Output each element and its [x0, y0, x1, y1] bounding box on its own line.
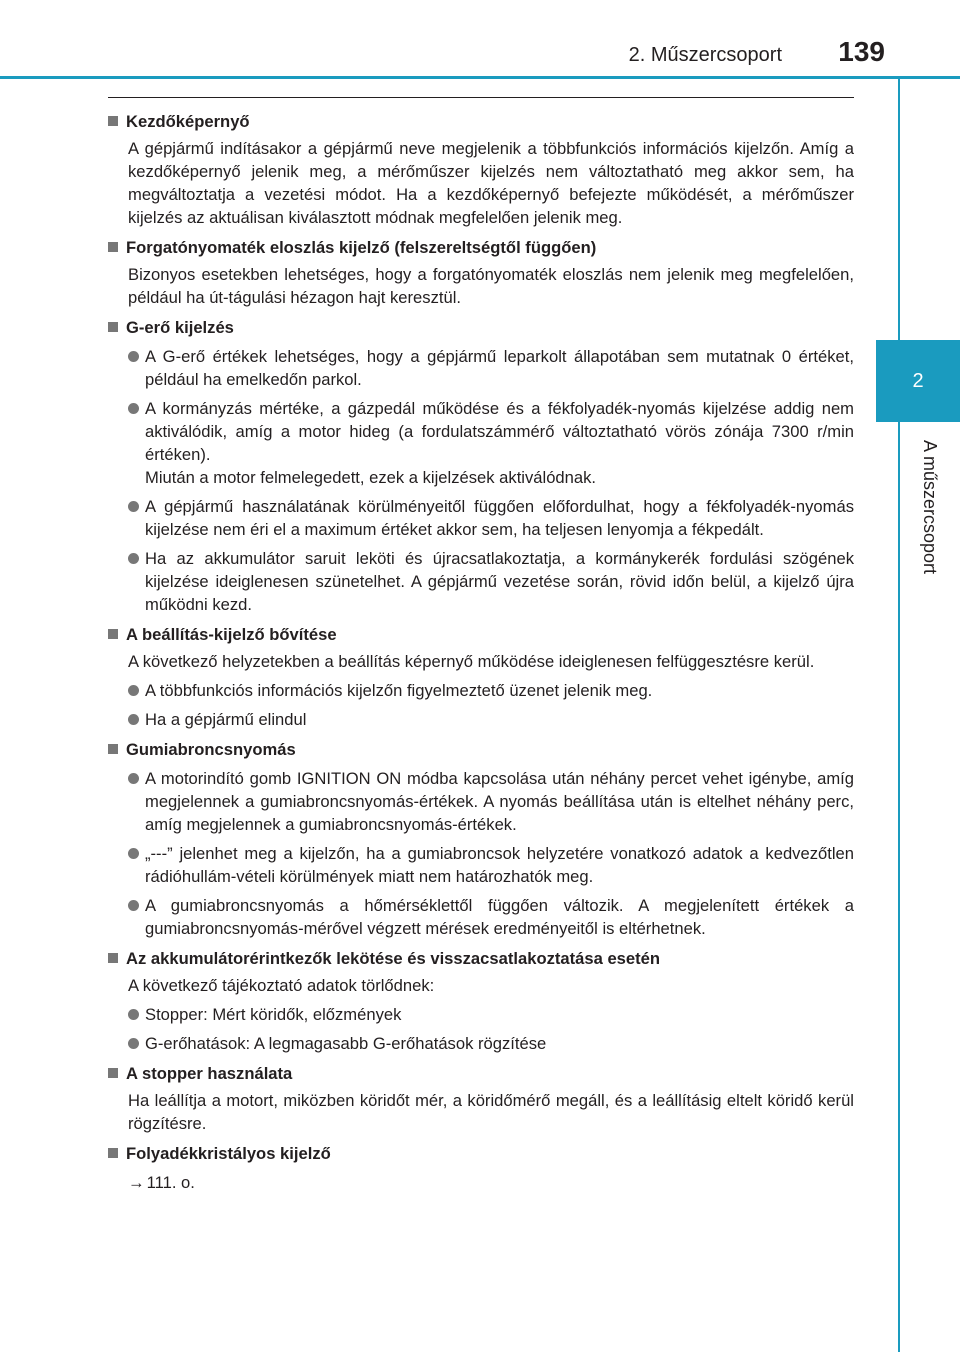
round-bullet-icon	[128, 848, 139, 859]
list-item: A motorindító gomb IGNITION ON módba kapcsolása után néhány percet vehet igénybe, amíg megjelennek a gumiabroncsnyomás-értékek. A nyomás beállítása után is eltelhet néhány perc, amíg megjelennek a gumiabroncsnyomás-értékek.	[128, 767, 854, 836]
section-title: Kezdőképernyő	[126, 112, 250, 131]
list-item: Ha az akkumulátor saruit leköti és újracsatlakoztatja, a kormánykerék fordulási szögének kijelzése ideiglenesen szünetelhet. A gépjármű vezetése során, rövid időn belül, a kijelző újra működni kezd.	[128, 547, 854, 616]
round-bullet-icon	[128, 1038, 139, 1049]
round-bullet-icon	[128, 553, 139, 564]
section-title: G-erő kijelzés	[126, 318, 234, 337]
header-rule	[0, 76, 960, 79]
list-item: Stopper: Mért köridők, előzmények	[128, 1003, 854, 1026]
section-akkumulator	[108, 947, 854, 1055]
section-title: Forgatónyomaték eloszlás kijelző (felszereltségtől függően)	[126, 238, 597, 257]
square-bullet-icon	[108, 744, 118, 754]
round-bullet-icon	[128, 351, 139, 362]
running-header-title: 2. Műszercsoport	[628, 44, 782, 66]
content-top-rule	[108, 97, 854, 98]
round-bullet-icon	[128, 900, 139, 911]
round-bullet-icon	[128, 403, 139, 414]
list-item: „---” jelenhet meg a kijelzőn, ha a gumiabroncsok helyzetére vonatkozó adatok a kedvezőtlen rádióhullám-vételi körülmények miatt nem határozhatók meg.	[128, 842, 854, 888]
round-bullet-icon	[128, 501, 139, 512]
chapter-tab[interactable]: 2	[876, 340, 960, 422]
bullet-note: Miután a motor felmelegedett, ezek a kijelzések aktiválódnak.	[145, 468, 597, 487]
list-item: A gumiabroncsnyomás a hőmérséklettől függően változik. A megjelenített értékek a gumiabroncsnyomás-mérővel végzett mérések eredményeitől is eltérhetnek.	[128, 894, 854, 940]
square-bullet-icon	[108, 116, 118, 126]
page-reference-link[interactable]	[128, 1171, 854, 1194]
round-bullet-icon	[128, 685, 139, 696]
paragraph: Bizonyos esetekben lehetséges, hogy a forgatónyomaték eloszlás nem jelenik meg megfelelően, például ha út-tágulási hézagon hajt keresztül.	[128, 265, 854, 307]
square-bullet-icon	[108, 322, 118, 332]
list-item: A G-erő értékek lehetséges, hogy a gépjármű leparkolt állapotában sem mutatnak 0 értéket, például ha emelkedőn parkol.	[128, 345, 854, 391]
section-stopper	[108, 1062, 854, 1135]
section-title: Folyadékkristályos kijelző	[126, 1144, 331, 1163]
arrow-right-icon: →	[128, 1173, 145, 1192]
square-bullet-icon	[108, 1068, 118, 1078]
section-beallitas-kijelzo	[108, 623, 854, 731]
list-item: G-erőhatások: A legmagasabb G-erőhatások rögzítése	[128, 1032, 854, 1055]
list-item: A többfunkciós információs kijelzőn figyelmeztető üzenet jelenik meg.	[128, 679, 854, 702]
list-item: A gépjármű használatának körülményeitől függően előfordulhat, hogy a fékfolyadék-nyomás kijelzése nem éri el a maximum értéket akkor sem, ha teljesen lenyomja a fékpedált.	[128, 495, 854, 541]
section-g-ero	[108, 316, 854, 616]
section-gumiabroncsnyomas	[108, 738, 854, 940]
paragraph: Ha leállítja a motort, miközben köridőt mér, a köridőmérő megáll, és a leállításig eltelt köridő kerül rögzítésre.	[128, 1091, 854, 1133]
side-rule	[898, 78, 900, 1352]
square-bullet-icon	[108, 1148, 118, 1158]
paragraph: A következő tájékoztató adatok törlődnek:	[128, 976, 435, 995]
paragraph: A következő helyzetekben a beállítás képernyő működése ideiglenesen felfüggesztésre kerül.	[128, 652, 815, 671]
section-title: Az akkumulátorérintkezők lekötése és visszacsatlakoztatása esetén	[126, 949, 661, 968]
section-forgatonyomatek	[108, 236, 854, 309]
square-bullet-icon	[108, 953, 118, 963]
page-content	[108, 110, 854, 1201]
round-bullet-icon	[128, 714, 139, 725]
paragraph: A gépjármű indításakor a gépjármű neve megjelenik a többfunkciós információs kijelzőn. Amíg a kezdőképernyő jelenik meg, a mérőműszer kijelzés nem változtatható meg akkor sem, ha megváltoztatja a vezetési módot. Ha a kezdőképernyő befejezte működését, a mérőműszer kijelzés az aktuálisan kiválasztott módnak megfelelően jelenik meg.	[128, 139, 854, 227]
chapter-side-label: A műszercsoport	[920, 440, 940, 575]
page-reference-text: 111. o.	[146, 1173, 195, 1192]
square-bullet-icon	[108, 242, 118, 252]
section-title: A beállítás-kijelző bővítése	[126, 625, 337, 644]
round-bullet-icon	[128, 773, 139, 784]
section-kezdokepernyo	[108, 110, 854, 229]
round-bullet-icon	[128, 1009, 139, 1020]
list-item: Ha a gépjármű elindul	[128, 708, 854, 731]
square-bullet-icon	[108, 629, 118, 639]
section-title: Gumiabroncsnyomás	[126, 740, 296, 759]
section-folyadekkristalyos	[108, 1142, 854, 1194]
section-title: A stopper használata	[126, 1064, 293, 1083]
page-number: 139	[838, 36, 885, 67]
list-item: A kormányzás mértéke, a gázpedál működése és a fékfolyadék-nyomás kijelzése addig nem aktiválódik, amíg a motor hideg (a fordulatszámmérő változtatható vörös zónája 7300 r/min értéken). Miután a motor felmelegedett, ezek a kijelzések aktiválódnak.	[128, 397, 854, 489]
